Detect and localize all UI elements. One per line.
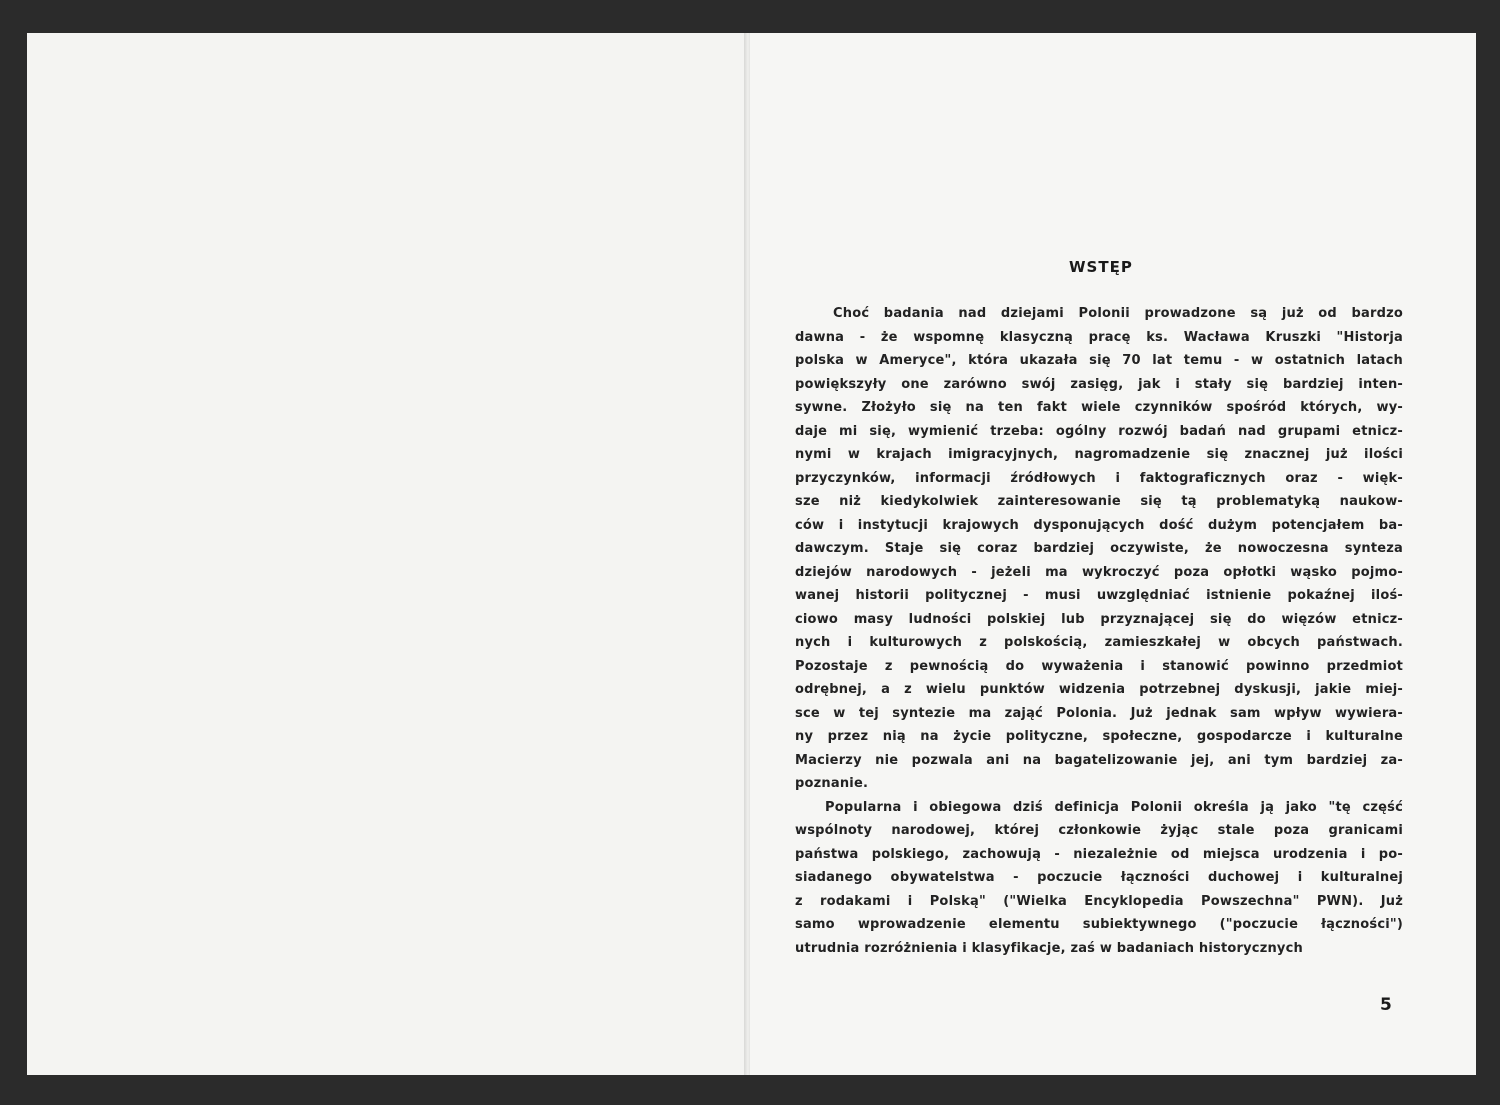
text-line: polska w Ameryce", która ukazała się 70 lat temu - w ostatnich latach bbox=[795, 353, 1403, 368]
text-line: Popularna i obiegowa dziś definicja Polonii określa ją jako "tę część bbox=[825, 799, 1403, 815]
text-line: dziejów narodowych - jeżeli ma wykroczyć poza opłotki wąsko pojmo- bbox=[795, 564, 1403, 580]
text-line: Choć badania nad dziejami Polonii prowadzone są już od bardzo bbox=[833, 306, 1403, 321]
page-number: 5 bbox=[1380, 995, 1392, 1015]
text-line: powiększyły one zarówno swój zasięg, jak i stały się bardziej inten- bbox=[795, 376, 1403, 392]
text-line: dawna - że wspomnę klasyczną pracę ks. Wacława Kruszki "Historja bbox=[795, 329, 1403, 345]
text-line: państwa polskiego, zachowują - niezależnie od miejsca urodzenia i po- bbox=[795, 846, 1403, 862]
text-line: poznanie. bbox=[795, 776, 869, 791]
text-line: utrudnia rozróżnienia i klasyfikacje, zaś w badaniach historycznych bbox=[795, 940, 1303, 956]
text-line: nych i kulturowych z polskością, zamieszkałej w obcych państwach. bbox=[795, 635, 1403, 650]
text-line: ny przez nią na życie polityczne, społeczne, gospodarcze i kulturalne bbox=[795, 729, 1403, 744]
text-line: siadanego obywatelstwa - poczucie łączności duchowej i kulturalnej bbox=[795, 870, 1403, 885]
text-line: przyczynków, informacji źródłowych i faktograficznych oraz - więk- bbox=[795, 470, 1403, 486]
text-line: wspólnoty narodowej, której członkowie żyjąc stale poza granicami bbox=[795, 823, 1403, 838]
text-line: Macierzy nie pozwala ani na bagatelizowanie jej, ani tym bardziej za- bbox=[795, 752, 1403, 768]
text-line: sce w tej syntezie ma zająć Polonia. Już jednak sam wpływ wywiera- bbox=[795, 705, 1403, 721]
text-line: samo wprowadzenie elementu subiektywnego ("poczucie łączności") bbox=[795, 917, 1403, 932]
body-text bbox=[795, 302, 1403, 960]
chapter-heading: WSTĘP bbox=[1069, 258, 1133, 276]
text-line: z rodakami i Polską" ("Wielka Encyklopedia Powszechna" PWN). Już bbox=[795, 893, 1403, 909]
text-line: sze niż kiedykolwiek zainteresowanie się tą problematyką naukow- bbox=[795, 494, 1403, 509]
text-line: nymi w krajach imigracyjnych, nagromadzenie się znacznej już ilości bbox=[795, 447, 1403, 462]
left-page-blank bbox=[27, 33, 745, 1075]
text-line: ciowo masy ludności polskiej lub przyznającej się do więzów etnicz- bbox=[795, 611, 1403, 627]
text-line: sywne. Złożyło się na ten fakt wiele czynników spośród których, wy- bbox=[795, 400, 1403, 415]
text-line: daje mi się, wymienić trzeba: ogólny rozwój badań nad grupami etnicz- bbox=[795, 423, 1403, 439]
text-line: dawczym. Staje się coraz bardziej oczywiste, że nowoczesna synteza bbox=[795, 541, 1403, 556]
text-line: ców i instytucji krajowych dysponujących dość dużym potencjałem ba- bbox=[795, 517, 1403, 533]
text-line: odrębnej, a z wielu punktów widzenia potrzebnej dyskusji, jakie miej- bbox=[795, 682, 1403, 697]
text-line: Pozostaje z pewnością do wyważenia i stanowić powinno przedmiot bbox=[795, 658, 1403, 674]
text-line: wanej historii politycznej - musi uwzględniać istnienie pokaźnej iloś- bbox=[795, 588, 1403, 603]
